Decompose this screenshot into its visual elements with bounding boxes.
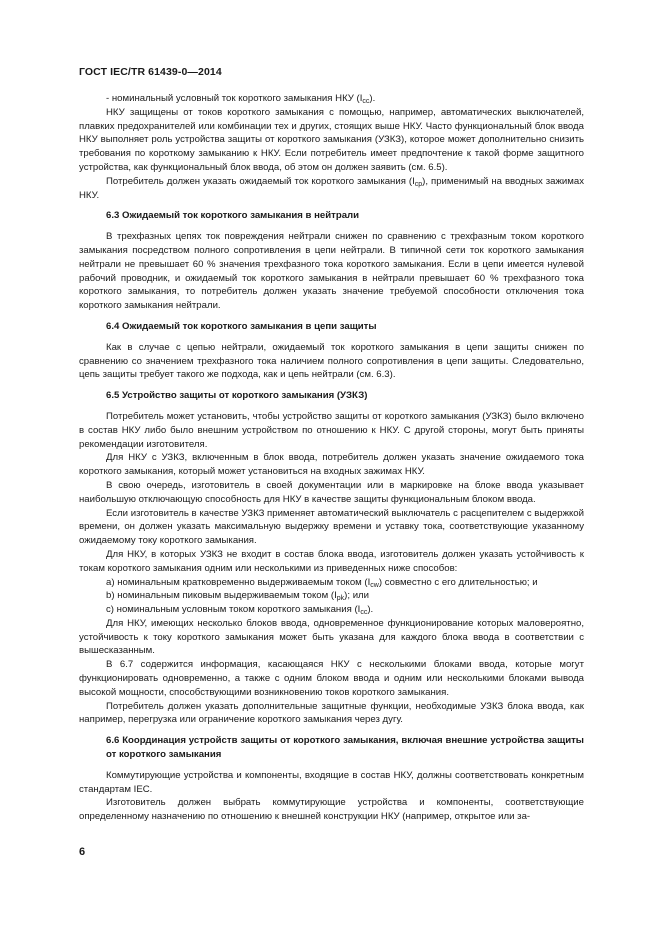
section-heading-6-4: 6.4 Ожидаемый ток короткого замыкания в цепи защиты bbox=[106, 320, 377, 332]
section-heading-6-6: 6.6 Координация устройств защиты от короткого замыкания, включая внешние устройства защиты от короткого замыкания bbox=[106, 735, 584, 761]
paragraph: - номинальный условный ток короткого замыкания НКУ $(I_{cc})$. bbox=[106, 93, 376, 105]
paragraph: Потребитель должен указать дополнительные защитные функции, необходимые УЗКЗ блока ввода, как например, перегрузка или ограничение короткого замыкания через дугу. bbox=[79, 700, 584, 726]
paragraph: Коммутирующие устройства и компоненты, входящие в состав НКУ, должны соответствовать конкретным стандартам IEC. bbox=[79, 769, 584, 795]
paragraph: В свою очередь, изготовитель в своей документации или в маркировке на блоке ввода указывает наибольшую отключающую способность для НКУ в качестве защиты функциональным блоком ввода. bbox=[79, 479, 584, 505]
paragraph: НКУ защищены от токов короткого замыкания с помощью, например, автоматических выключателей, плавких предохранителей или комбинации тех и других, стоящих выше НКУ. Часто функциональный блок ввода НКУ выполняет роль устройства защиты от короткого замыкания (УЗКЗ), которое может дополнительно снизить требования по короткому замыканию к НКУ. Если потребитель имеет предпочтение к такой форме защитного устройства, как функциональный блок ввода, об этом он должен заявить (см. 6.5). bbox=[79, 106, 584, 173]
section-heading-6-3: 6.3 Ожидаемый ток короткого замыкания в нейтрали bbox=[106, 210, 360, 222]
paragraph: Для НКУ с УЗКЗ, включенным в блок ввода, потребитель должен указать значение ожидаемого тока короткого замыкания, который может установиться на входных зажимах НКУ. bbox=[79, 452, 584, 478]
paragraph: Потребитель должен указать ожидаемый ток короткого замыкания $(I_{cp})$, применимый на вводных зажимах НКУ. bbox=[79, 175, 584, 201]
list-item: b) номинальным пиковым выдерживаемым током $(I_{pk})$; или bbox=[106, 590, 370, 603]
list-item: а) номинальным кратковременно выдерживаемым током $(I_{cw})$ совместно с его длительностью; и bbox=[106, 576, 538, 589]
page-body bbox=[79, 92, 584, 824]
paragraph: В трехфазных цепях ток повреждения нейтрали снижен по сравнению с трехфазным током короткого замыкания посредством полного сопротивления в цепи нейтрали. В типичной сети ток короткого замыкания нейтрали не превышает 60 % значения трехфазного тока короткого замыкания. Если в цепи имеется нулевой рабочий проводник, и ожидаемый ток короткого замыкания в нейтрали превышает 60 % трехфазного тока короткого замыкания, то потребитель должен указать значение требуемой способности отключения тока короткого замыкания нейтрали. bbox=[79, 231, 584, 312]
paragraph: Потребитель может установить, чтобы устройство защиты от короткого замыкания (УЗКЗ) было включено в состав НКУ либо было внешним устройством по отношению к НКУ. С другой стороны, могут быть приняты рекомендации изготовителя. bbox=[79, 410, 584, 450]
paragraph: Изготовитель должен выбрать коммутирующие устройства и компоненты, соответствующие определенному назначению по отношению к внешней конструкции НКУ (например, открытое или за- bbox=[79, 797, 584, 823]
list-item: с) номинальным условным током короткого замыкания $(I_{cc})$. bbox=[106, 604, 374, 617]
section-heading-6-5: 6.5 Устройство защиты от короткого замыкания (УЗКЗ) bbox=[106, 390, 368, 402]
document-header: ГОСТ IEC/TR 61439-0—2014 bbox=[79, 66, 222, 78]
paragraph: Если изготовитель в качестве УЗКЗ применяет автоматический выключатель с расцепителем с выдержкой времени, он должен указать максимальную выдержку времени и уставку тока, соответствующие указанному ожидаемому току короткого замыкания. bbox=[79, 507, 584, 547]
paragraph: Для НКУ, имеющих несколько блоков ввода, одновременное функционирование которых маловероятно, устойчивость к току короткого замыкания может быть указана для каждого блока ввода в соответствии с вышесказанным. bbox=[79, 617, 584, 657]
paragraph: В 6.7 содержится информация, касающаяся НКУ с несколькими блоками ввода, которые могут функционировать одновременно, а также с одним блоком ввода и одним или несколькими блоками вывода высокой мощности, способствующими возникновению токов короткого замыкания. bbox=[79, 659, 584, 698]
paragraph: Как в случае с цепью нейтрали, ожидаемый ток короткого замыкания в цепи защиты снижен по сравнению со значением трехфазного тока наличием полного сопротивления в цепи защиты. Следовательно, цепь защиты требует такого же подхода, как и цепь нейтрали (см. 6.3). bbox=[79, 341, 584, 381]
paragraph: Для НКУ, в которых УЗКЗ не входит в состав блока ввода, изготовитель должен указать устойчивость к токам короткого замыкания одним или несколькими из приведенных ниже способов: bbox=[79, 548, 584, 574]
page-number: 6 bbox=[79, 846, 86, 858]
